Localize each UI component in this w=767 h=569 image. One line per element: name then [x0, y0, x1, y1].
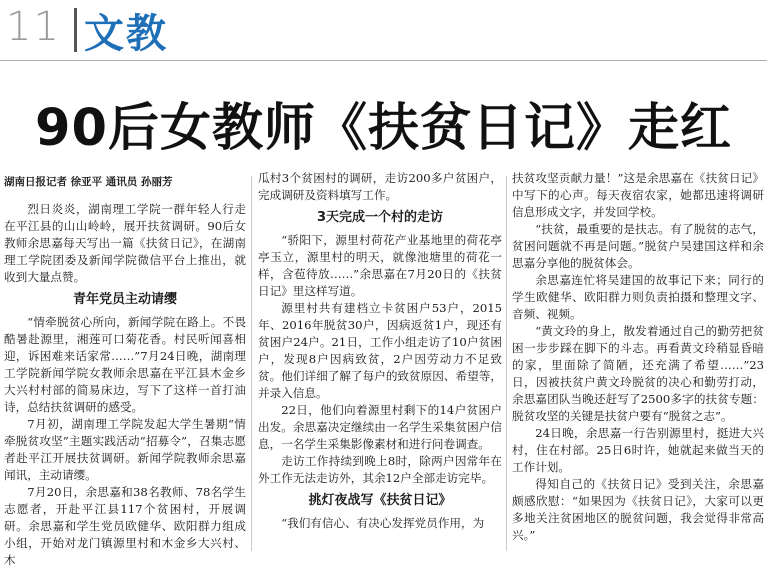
paragraph: 22日，他们向着源里村剩下的14户贫困户出发。余思嘉决定继续由一名学生采集贫困户信息，一名学生采集影像素材和进行问卷调查。 [258, 403, 502, 451]
paragraph: 得知自己的《扶贫日记》受到关注，余思嘉颇感欣慰：“如果因为《扶贫日记》，大家可以更多地关注贫困地区的脱贫问题，我会觉得非常高兴。” [512, 477, 764, 542]
masthead-divider [74, 8, 77, 52]
page-number: 11 [6, 4, 61, 50]
byline: 湖南日报记者 徐亚平 通讯员 孙丽芳 [4, 176, 173, 188]
article-column-1 [4, 170, 246, 569]
article-headline: 90后女教师《扶贫日记》走红 [35, 99, 732, 158]
subheading: 挑灯夜战写《扶贫日记》 [308, 493, 452, 508]
column-divider [251, 176, 252, 551]
paragraph: 烈日炎炎，湖南理工学院一群年轻人行走在平江县的山山岭岭，展开扶贫调研。90后女教师余思嘉每天写出一篇《扶贫日记》，在湖南理工学院团委及新闻学院微信平台上推出，就收到大量点赞。 [4, 202, 246, 284]
article-column-3 [512, 170, 764, 544]
paragraph: “扶贫，最重要的是扶志。有了脱贫的志气，贫困问题就不再是问题。”脱贫户吴建国这样和余思嘉分享他的脱贫体会。 [512, 222, 764, 270]
paragraph: 走访工作持续到晚上8时，除两户因常年在外工作无法走访外，其余12户全部走访完毕。 [258, 454, 502, 485]
article-column-2 [258, 170, 502, 532]
paragraph: 24日晚，余思嘉一行告别源里村，挺进大兴村，住在村部。25日6时许，她就起来做当天的工作计划。 [512, 426, 764, 474]
paragraph: “骄阳下，源里村荷花产业基地里的荷花亭亭玉立，源里村的明天，就像池塘里的荷花一样，含苞待放……”余思嘉在7月20日的《扶贫日记》里这样写道。 [258, 233, 502, 298]
masthead [0, 0, 767, 60]
paragraph: “黄文玲的身上，散发着通过自己的勤劳把贫困一步步踩在脚下的斗志。再看黄文玲稍显昏暗的家，里面除了简陋，还充满了希望……”23日，因被扶贫户黄文玲脱贫的决心和勤劳打动，余思嘉团队当晚还赶写了2500多字的扶贫专题：脱贫攻坚的关键是扶贫户要有“脱贫之志”。 [512, 324, 764, 423]
paragraph: 7月初，湖南理工学院发起大学生暑期“情牵脱贫攻坚”主题实践活动“招募令”，召集志愿者赴平江开展扶贫调研。新闻学院教师余思嘉闻讯，主动请缨。 [4, 417, 246, 482]
column-divider [506, 176, 507, 551]
paragraph: “我们有信心、有决心发挥党员作用，为 [281, 516, 485, 530]
subheading: 青年党员主动请缨 [72, 292, 177, 307]
paragraph: “情牵脱贫心所向，新闻学院在路上。不畏酷暑赴源里，湘莲可口菊花香。村民听闻喜相迎，诉困难来话家常……”7月24日晚，湖南理工学院新闻学院女教师余思嘉在平江县木金乡大兴村村部的简易床边，写下了这样一首打油诗，总结扶贫调研的感受。 [4, 315, 246, 414]
paragraph: 扶贫攻坚贡献力量！”这是余思嘉在《扶贫日记》中写下的心声。每天夜宿农家，她都迅速将调研信息形成文字，并发回学校。 [512, 171, 764, 219]
paragraph: 余思嘉连忙将吴建国的故事记下来；同行的学生欧健华、欧阳群力则负责拍摄和整理文字、音频、视频。 [512, 273, 764, 321]
paragraph: 7月20日，余思嘉和38名教师、78名学生志愿者，开赴平江县117个贫困村，开展调研。余思嘉和学生党员欧健华、欧阳群力组成小组，开始对龙门镇源里村和木金乡大兴村、木 [4, 485, 246, 567]
section-title: 文教 [84, 11, 168, 57]
masthead-rule [0, 60, 767, 61]
paragraph: 瓜村3个贫困村的调研，走访200多户贫困户，完成调研及资料填写工作。 [258, 171, 502, 202]
paragraph: 源里村共有建档立卡贫困户53户，2015年、2016年脱贫30户，因病返贫1户，现还有贫困户24户。21日，工作小组走访了10户贫困户，发现8户因病致贫，2户因劳动力不足致贫。他们详细了解了每户的致贫原因、希望等，并录入信息。 [258, 301, 502, 400]
subheading: 3天完成一个村的走访 [316, 210, 444, 225]
